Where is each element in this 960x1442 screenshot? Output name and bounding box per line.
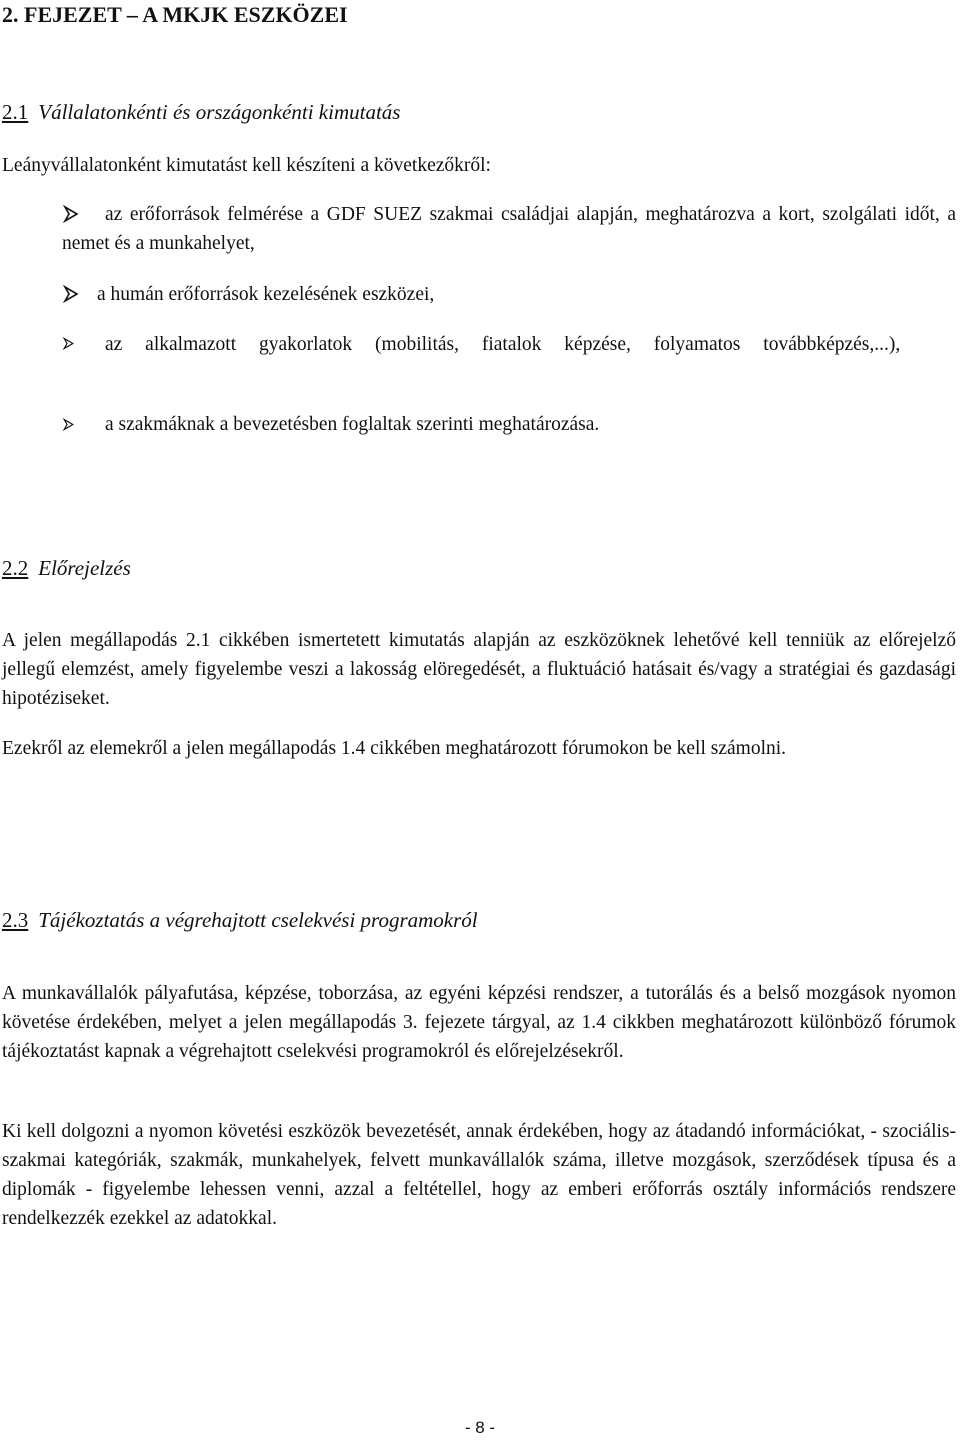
arrow-bullet-icon — [62, 418, 75, 431]
paragraph: A jelen megállapodás 2.1 cikkében ismertetett kimutatás alapján az eszközöknek lehetővé kell tenniük az előrejelző jellegű elemzést, amely figyelembe veszi a lakosság elöregedését, a fluktuáció hatásait és/vagy a stratégiai és gazdasági hipotéziseket. — [2, 630, 956, 709]
section-heading-2-1 — [2, 100, 400, 125]
page-number: - 8 - — [464, 1418, 496, 1437]
section-heading-2-2 — [2, 556, 131, 581]
section-number: 2.1 — [2, 100, 29, 124]
paragraph: Ezekről az elemekről a jelen megállapodás 1.4 cikkében meghatározott fórumokon be kell számolni. — [2, 738, 787, 759]
section-heading-2-3 — [2, 908, 478, 933]
arrow-bullet-icon — [62, 285, 80, 303]
section-title: Előrejelzés — [38, 556, 131, 580]
paragraph: Ki kell dolgozni a nyomon követési eszközök bevezetését, annak érdekében, hogy az átadandó információkat, - szociális-szakmai kategóriák, szakmák, munkahelyek, felvett munkavállalók száma, illetve mozgások, szerződések típusa és a diplomák - figyelembe lehessen venni, azzal a feltétellel, hogy az emberi erőforrás osztály információs rendszere rendelkezzék ezekkel az adatokkal. — [2, 1121, 956, 1229]
list-item: az alkalmazott gyakorlatok (mobilitás, fiatalok képzése, folyamatos továbbképzés,...), — [105, 334, 901, 355]
arrow-bullet-icon — [62, 337, 75, 350]
section-number: 2.2 — [2, 556, 29, 580]
list-item: a humán erőforrások kezelésének eszközei, — [97, 284, 435, 305]
chapter-title: 2. FEJEZET – A MKJK ESZKÖZEI — [2, 2, 348, 27]
section1-intro: Leányvállalatonként kimutatást kell készíteni a következőkről: — [2, 155, 491, 176]
section-title: Tájékoztatás a végrehajtott cselekvési programokról — [38, 908, 478, 932]
section-title: Vállalatonkénti és országonkénti kimutatás — [38, 100, 401, 124]
section-number: 2.3 — [2, 908, 29, 932]
list-item: az erőforrások felmérése a GDF SUEZ szakmai családjai alapján, meghatározva a kort, szolgálati időt, a nemet és a munkahelyet, — [62, 204, 956, 254]
list-item: a szakmáknak a bevezetésben foglaltak szerinti meghatározása. — [105, 414, 600, 435]
paragraph: A munkavállalók pályafutása, képzése, toborzása, az egyéni képzési rendszer, a tutorálás és a belső mozgások nyomon követése érdekében, melyet a jelen megállapodás 3. fejezete tárgyal, az 1.4 cikkben meghatározott különböző fórumok tájékoztatást kapnak a végrehajtott cselekvési programokról és előrejelzésekről. — [2, 983, 956, 1062]
